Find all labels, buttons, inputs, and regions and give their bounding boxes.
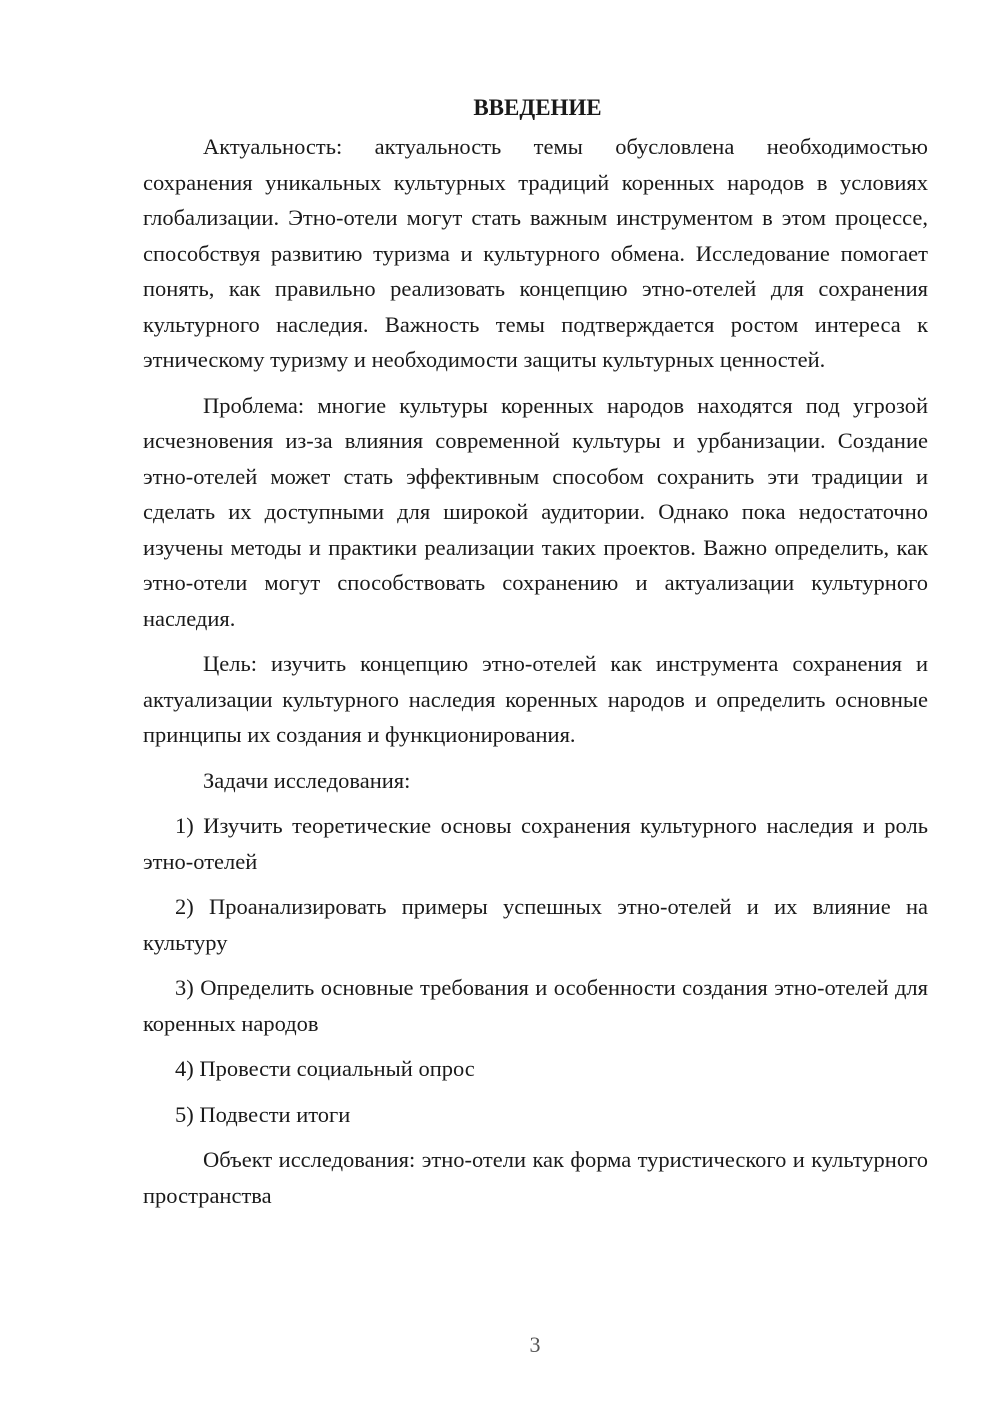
paragraph-goal: Цель: изучить концепцию этно-отелей как инструмента сохранения и актуализации культурного наследия коренных народов и определить основные принципы их создания и функционирования. (143, 651, 928, 747)
paragraph-object: Объект исследования: этно-отели как форма туристического и культурного пространства (143, 1147, 928, 1208)
document-page (143, 90, 928, 1223)
page-number: 3 (529, 1332, 541, 1357)
paragraph-tasks-heading: Задачи исследования: (203, 767, 411, 793)
paragraph-problem: Проблема: многие культуры коренных народов находятся под угрозой исчезновения из-за влияния современной культуры и урбанизации. Создание этно-отелей может стать эффективным способом сохранить эти традиции и сделать их доступными для широкой аудитории. Однако пока недостаточно изучены методы и практики реализации таких проектов. Важно определить, как этно-отели могут способствовать сохранению и актуализации культурного наследия. (143, 392, 928, 631)
task-item-1: 1) Изучить теоретические основы сохранения культурного наследия и роль этно-отелей (143, 813, 928, 874)
task-item-5: 5) Подвести итоги (175, 1101, 351, 1127)
paragraph-relevance: Актуальность: актуальность темы обусловлена необходимостью сохранения уникальных культурных традиций коренных народов в условиях глобализации. Этно-отели могут стать важным инструментом в этом процессе, способствуя развитию туризма и культурного обмена. Исследование помогает понять, как правильно реализовать концепцию этно-отелей для сохранения культурного наследия. Важность темы подтверждается ростом интереса к этническому туризму и необходимости защиты культурных ценностей. (143, 134, 928, 372)
task-item-3: 3) Определить основные требования и особенности создания этно-отелей для коренных народов (143, 975, 928, 1036)
task-item-4: 4) Провести социальный опрос (175, 1056, 475, 1081)
task-item-2: 2) Проанализировать примеры успешных этно-отелей и их влияние на культуру (143, 894, 928, 955)
section-title: ВВЕДЕНИЕ (473, 95, 602, 120)
